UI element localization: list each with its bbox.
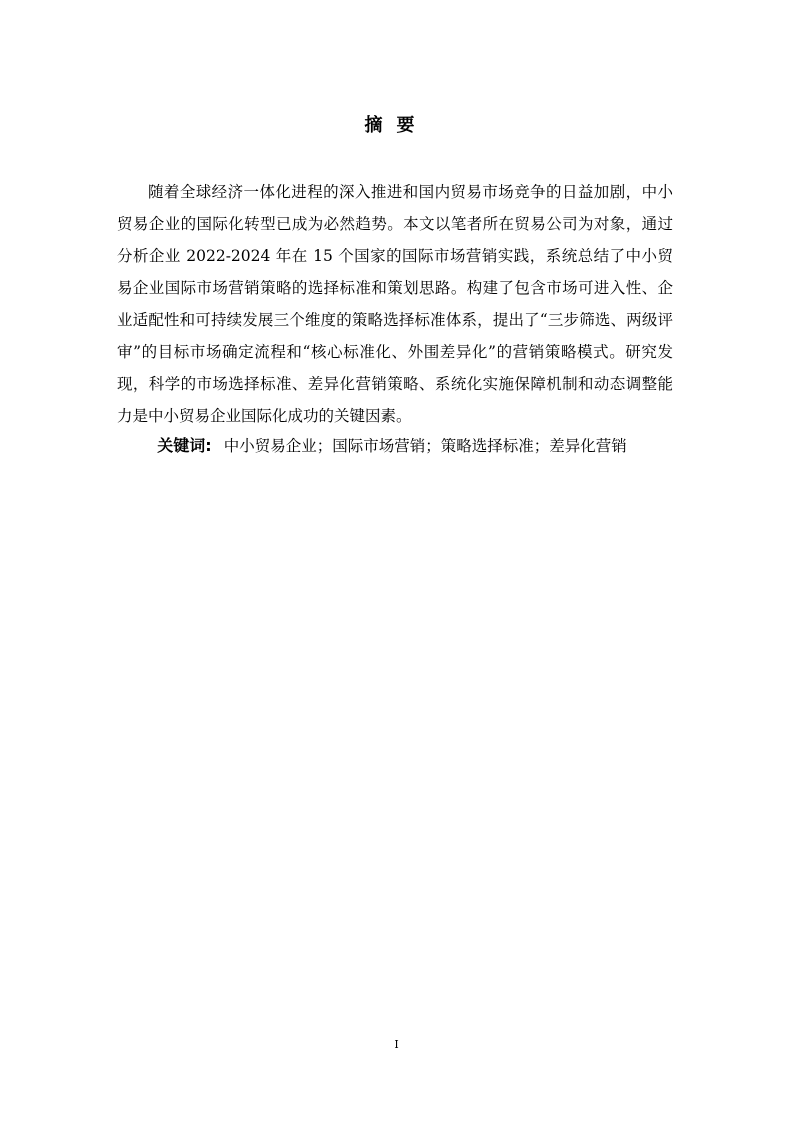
page-number: I — [394, 1038, 399, 1051]
abstract-heading: 摘要 — [364, 115, 429, 136]
keywords-label: 关键词: — [157, 436, 212, 455]
keywords-text: 中小贸易企业；国际市场营销；策略选择标准；差异化营销 — [223, 437, 627, 455]
keywords-line — [117, 432, 673, 460]
abstract-paragraph: 随着全球经济一体化进程的深入推进和国内贸易市场竞争的日益加剧，中小贸易企业的国际化转型已成为必然趋势。本文以笔者所在贸易公司为对象，通过分析企业 2022-2024 年在 15 个国家的国际市场营销实践，系统总结了中小贸易企业国际市场营销策略的选择标准和策划思路。构建了包含市场可进入性、企业适配性和可持续发展三个维度的策略选择标准体系，提出了“三步筛选、两级评审”的目标市场确定流程和“核心标准化、外围差异化”的营销策略模式。研究发现，科学的市场选择标准、差异化营销策略、系统化实施保障机制和动态调整能力是中小贸易企业国际化成功的关键因素。 — [117, 183, 673, 425]
